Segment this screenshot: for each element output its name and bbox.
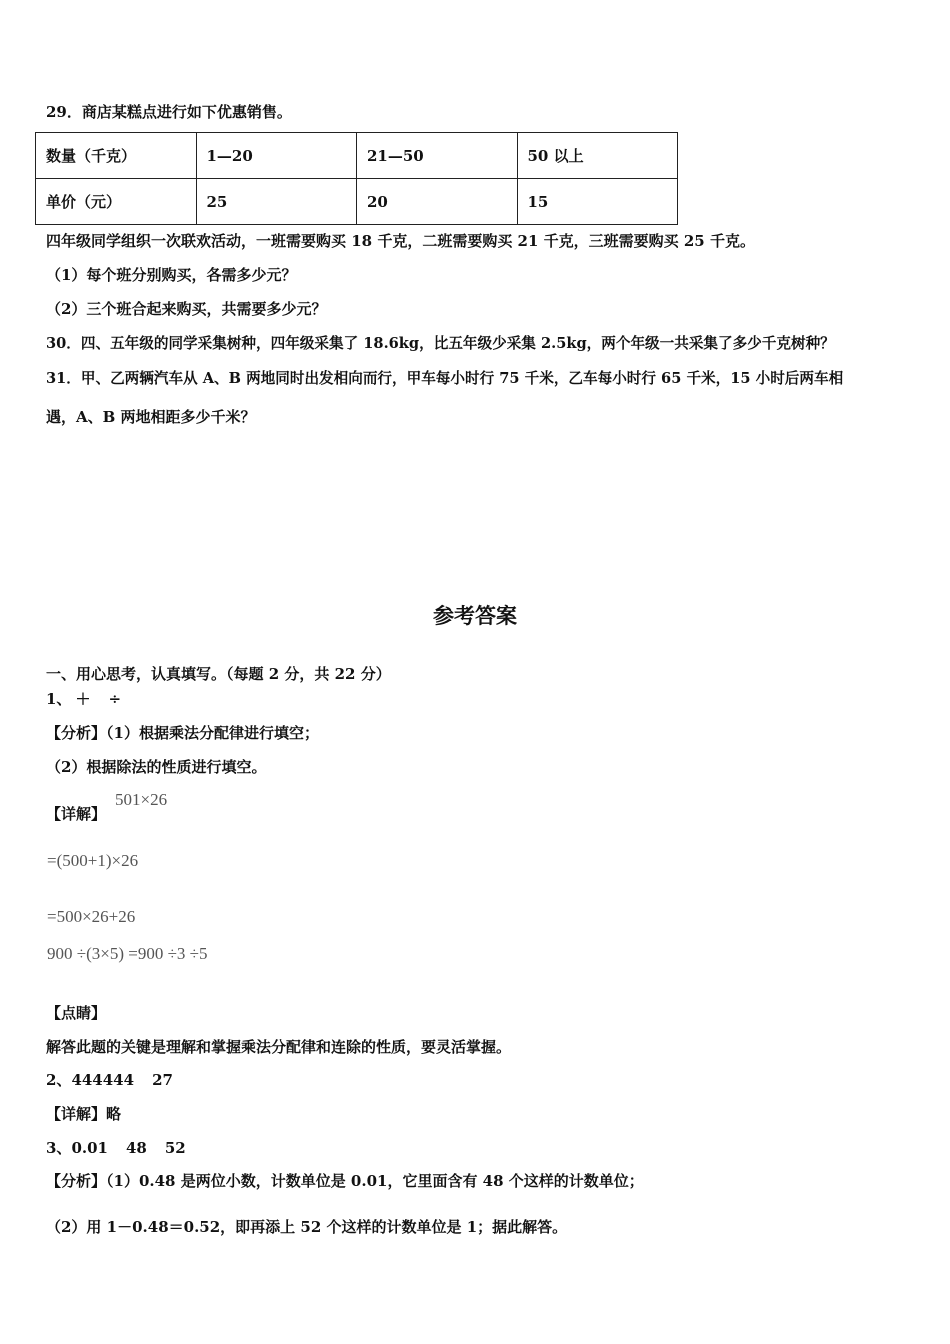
answer-1-number: 1、 — [46, 690, 72, 708]
q31-line-2: 遇，A、B 两地相距多少千米？ — [46, 408, 256, 426]
answer-2-value-1: 444444 — [71, 1071, 135, 1089]
answer-1-analysis-2: （2）根据除法的性质进行填空。 — [46, 758, 267, 776]
table-cell: 21—50 — [357, 133, 518, 179]
answer-1-math-1: 501×26 — [115, 790, 168, 809]
section-1-heading: 一、用心思考，认真填写。（每题 2 分，共 22 分） — [46, 665, 391, 683]
answer-1-math-2: =(500+1)×26 — [47, 851, 139, 870]
answer-2 — [46, 1070, 173, 1090]
table-cell: 20 — [357, 179, 518, 225]
answer-3-analysis-2: （2）用 1－0.48＝0.52，即再添上 52 个这样的计数单位是 1；据此解答。 — [46, 1218, 568, 1236]
table-cell: 1—20 — [196, 133, 357, 179]
answer-3 — [46, 1138, 186, 1158]
answers-title: 参考答案 — [433, 604, 517, 628]
answer-1-op-1: ＋ — [75, 690, 91, 708]
answer-2-detail: 【详解】略 — [46, 1105, 122, 1123]
answer-1-op-2: ÷ — [108, 690, 122, 708]
q31-line-1: 31．甲、乙两辆汽车从 A、B 两地同时出发相向而行，甲车每小时行 75 千米，乙车每小时行 65 千米，15 小时后两车相 — [46, 370, 844, 387]
answer-1-point-label: 【点睛】 — [46, 1004, 107, 1022]
table-row — [36, 179, 678, 225]
table-cell: 单价（元） — [36, 179, 197, 225]
answer-1 — [46, 689, 121, 709]
answer-3-value-3: 52 — [164, 1139, 186, 1157]
answer-3-number: 3、 — [46, 1139, 72, 1157]
table-cell: 25 — [196, 179, 357, 225]
table-row — [36, 133, 678, 179]
answer-3-analysis-1: 【分析】（1）0.48 是两位小数，计数单位是 0.01，它里面含有 48 个这样的计数单位； — [46, 1172, 644, 1190]
q29-subquestion-2: （2）三个班合起来购买，共需要多少元？ — [46, 300, 327, 318]
answer-1-math-3: =500×26+26 — [47, 907, 136, 926]
answer-1-math-4: 900 ÷(3×5) =900 ÷3 ÷5 — [47, 944, 208, 963]
table-cell: 15 — [517, 179, 678, 225]
answer-2-value-2: 27 — [152, 1071, 173, 1089]
table-cell: 50 以上 — [517, 133, 678, 179]
q30-text: 30．四、五年级的同学采集树种，四年级采集了 18.6kg，比五年级少采集 2.5kg，两个年级一共采集了多少千克树种？ — [46, 335, 835, 352]
answer-1-detail-label: 【详解】 — [46, 805, 107, 823]
table-cell: 数量（千克） — [36, 133, 197, 179]
answer-2-number: 2、 — [46, 1071, 72, 1089]
answer-3-value-2: 48 — [125, 1139, 147, 1157]
q29-heading: 29．商店某糕点进行如下优惠销售。 — [46, 103, 292, 121]
answer-1-point-text: 解答此题的关键是理解和掌握乘法分配律和连除的性质，要灵活掌握。 — [46, 1038, 512, 1056]
answer-1-analysis-1: 【分析】（1）根据乘法分配律进行填空； — [46, 724, 319, 742]
q29-subquestion-1: （1）每个班分别购买，各需多少元？ — [46, 266, 297, 284]
q29-description: 四年级同学组织一次联欢活动，一班需要购买 18 千克，二班需要购买 21 千克，三班需要购买 25 千克。 — [46, 232, 755, 250]
answer-3-value-1: 0.01 — [71, 1139, 108, 1157]
price-table — [35, 132, 678, 225]
